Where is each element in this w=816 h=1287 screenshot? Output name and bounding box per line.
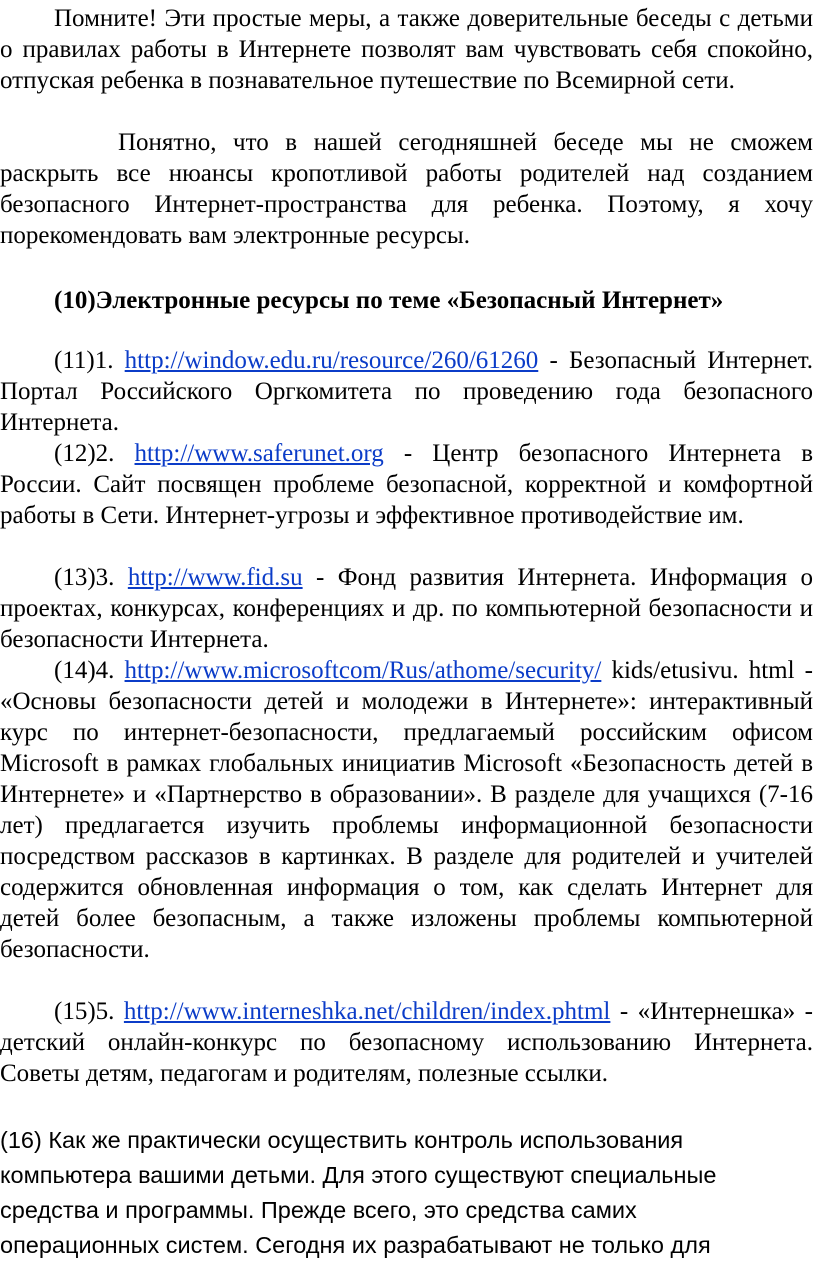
paragraph-resources-intro-text: Понятно, что в нашей сегодняшней беседе мы не сможем раскрыть все нюансы кропотливой работы родителей над созданием безопасного Интернет-пространства для ребенка. Поэтому, я хочу порекомендовать вам электронные ресурсы. [0, 129, 813, 249]
resource-link-microsoft[interactable]: http://www.microsoftcom/Rus/athome/security/ [124, 657, 602, 684]
section-heading: (10)Электронные ресурсы по теме «Безопасный Интернет» [54, 287, 724, 314]
resource-item-4 [0, 655, 813, 965]
resource-link-saferunet[interactable]: http://www.saferunet.org [134, 440, 384, 467]
paragraph-reminder [0, 3, 813, 96]
paragraph-resources-intro [0, 127, 813, 251]
resource-item-5 [0, 996, 813, 1089]
resource-link-interneshka[interactable]: http://www.interneshka.net/children/index.phtml [123, 998, 611, 1025]
resource-item-2 [0, 438, 813, 531]
resource-item-2-text: - Центр безопасного Интернета в России. Сайт посвящен проблеме безопасной, корректной и комфортной работы в Сети. Интернет-угрозы и эффективное противодействие им. [0, 440, 814, 529]
resource-link-window-edu[interactable]: http://window.edu.ru/resource/260/61260 [124, 347, 539, 374]
resource-item-4-text: kids/etusivu. html - «Основы безопасности детей и молодежи в Интернете»: интерактивный курс по интернет-безопасности, предлагаемый российским офисом Microsoft в рамках глобальных инициатив Microsoft «Безопасность детей в Интернете» и «Партнерство в образовании». В разделе для учащихся (7-16 лет) предлагается изучить проблемы информационной безопасности посредством рассказов в картинках. В разделе для родителей и учителей содержится обновленная информация о том, как сделать Интернет для детей более безопасным, а также изложены проблемы компьютерной безопасности. [0, 657, 814, 963]
paragraph-parental-control-text: (16) Как же практически осуществить контроль использования компьютера вашими детьми. Для этого существуют специальные средства и программы. Прежде всего, это средства самих операционных систем. Сегодня их разрабатывают не только для [0, 1127, 717, 1258]
resource-item-5-text: - «Интернешка» - детский онлайн-конкурс по безопасному использованию Интернета. Советы детям, педагогам и родителям, полезные ссылки. [0, 998, 813, 1087]
resource-item-2-prefix: (12)2. [54, 440, 115, 467]
resource-item-4-prefix: (14)4. [54, 657, 115, 684]
resource-item-3-text: - Фонд развития Интернета. Информация о проектах, конкурсах, конференциях и др. по компьютерной безопасности и безопасности Интернета. [0, 564, 813, 653]
resource-item-1-text: - Безопасный Интернет. Портал Российского Оргкомитета по проведению года безопасного Интернета. [0, 347, 813, 436]
paragraph-parental-control [0, 1123, 770, 1263]
paragraph-reminder-text: Помните! Эти простые меры, а также доверительные беседы с детьми о правилах работы в Интернете позволят вам чувствовать себя спокойно, отпуская ребенка в познавательное путешествие по Всемирной сети. [0, 5, 813, 94]
resource-item-1-prefix: (11)1. [54, 347, 114, 374]
resource-link-fid[interactable]: http://www.fid.su [127, 564, 303, 591]
resource-item-3-prefix: (13)3. [54, 564, 115, 591]
resource-item-5-prefix: (15)5. [54, 998, 115, 1025]
resource-item-1 [0, 345, 813, 438]
resource-item-3 [0, 562, 813, 655]
